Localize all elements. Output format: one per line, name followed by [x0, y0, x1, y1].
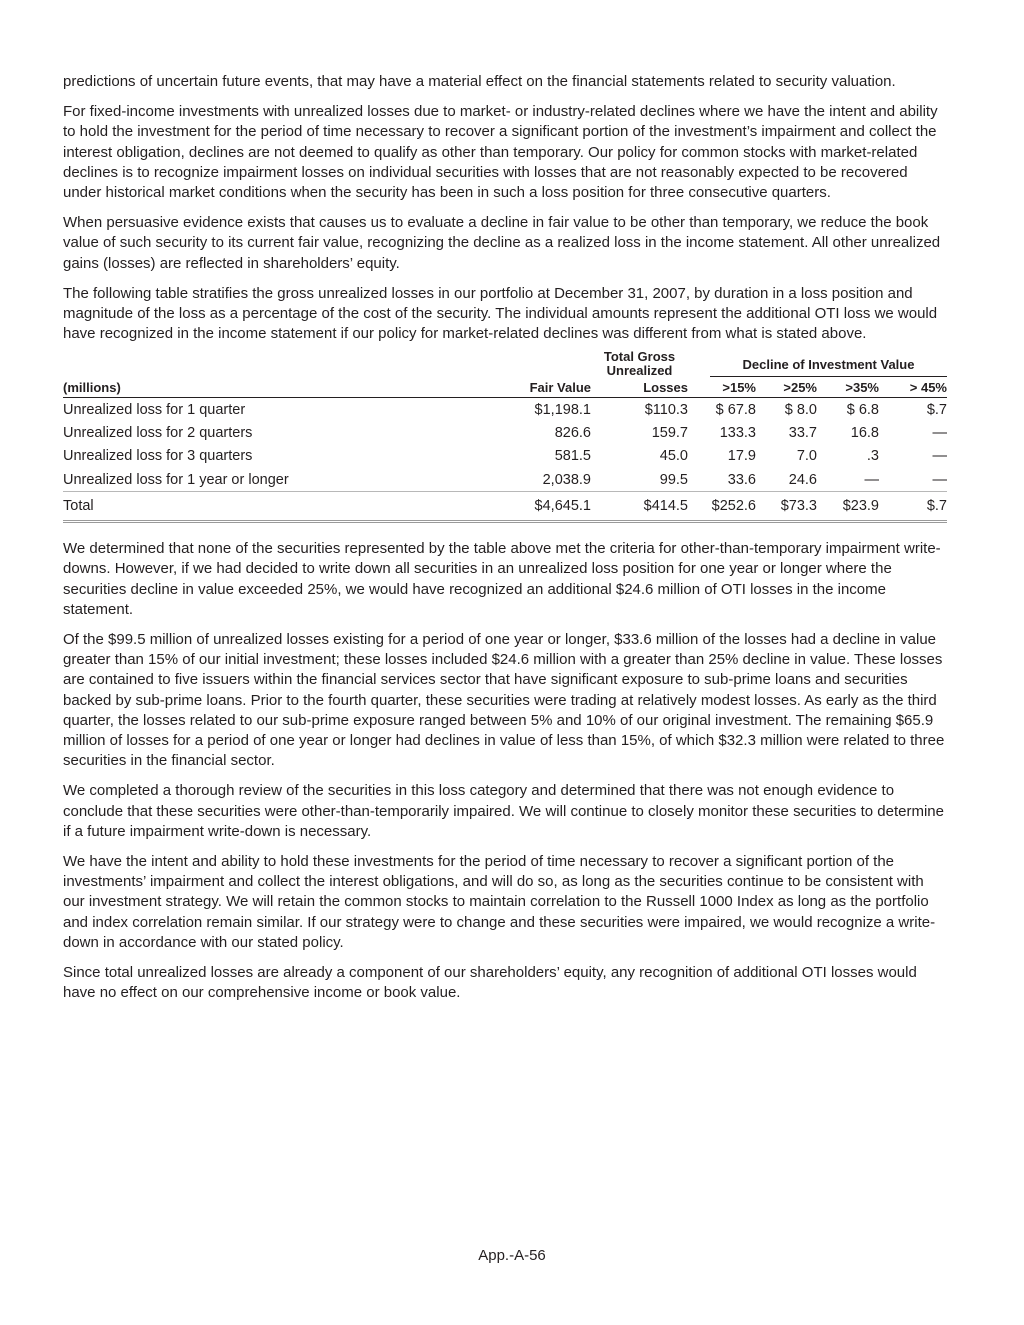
row-label: Unrealized loss for 1 year or longer: [63, 471, 289, 488]
header-total-gross-line2: Unrealized: [606, 363, 673, 379]
paragraph-persuasive-evidence: When persuasive evidence exists that causes us to evaluate a decline in fair value to be other than temporary, we reduce the book value of such security to its current fair value, recognizing the decline as a realized loss in the income statement. All other unrealized gains (losses) are reflected in shareholders’ equity.: [63, 214, 941, 272]
row-label: Unrealized loss for 1 quarter: [63, 402, 246, 419]
paragraph-one-year-losses: Of the $99.5 million of unrealized losses existing for a period of one year or longer, $33.6 million of the losses had a decline in value greater than 15% of our initial investment; these losses included $24.6 million with a greater than 25% decline in value. These losses are contained to five issuers within the financial services sector that have significant exposure to sub-prime loans and securities backed by sub-prime loans. Prior to the fourth quarter, these securities were trading at relatively modest losses. As early as the third quarter, the losses related to our sub-prime exposure ranged between 5% and 10% of our original investment. The remaining $65.9 million of losses for a period of one year or longer had declines in value of less than 15%, of which $32.3 million were related to three securities in the financial sector.: [63, 631, 945, 770]
cell-gt15: 17.9: [727, 448, 756, 465]
header-gt15: >15%: [688, 377, 756, 398]
total-fair-value: $4,645.1: [503, 492, 591, 522]
table-row: [63, 422, 947, 445]
header-total-gross: [591, 350, 688, 377]
cell-gt25: 33.7: [788, 425, 817, 442]
page-content: [63, 72, 947, 1013]
cell-gt15: $ 67.8: [715, 402, 756, 419]
paragraph-intent-ability: We have the intent and ability to hold these investments for the period of time necessary to recover a significant portion of the investments’ impairment and collect the interest obligations, and will do so, as long as the securities continue to be consistent with our investment strategy. We will retain the common stocks to maintain correlation to the Russell 1000 Index as long as the portfolio and index correlation remain similar. If our strategy were to change and these securities were impaired, we would recognize a write-down in accordance with our stated policy.: [63, 853, 936, 951]
total-losses: $414.5: [591, 492, 688, 522]
cell-fair-value: 581.5: [554, 448, 591, 465]
cell-gt15: 33.6: [727, 471, 756, 488]
paragraph-no-otti: We determined that none of the securities represented by the table above met the criteria for other-than-temporary impairment write-downs. However, if we had decided to write down all securities in an unrealized loss position for one year or longer where the securities decline in value exceeded 25%, we would have recognized an additional $24.6 million of OTI losses in the income statement.: [63, 540, 941, 618]
total-gt45: $.7: [879, 492, 947, 522]
paragraph-equity-component: Since total unrealized losses are already a component of our shareholders’ equity, any recognition of additional OTI losses would have no effect on our comprehensive income or book value.: [63, 964, 917, 1002]
header-gt25: >25%: [756, 377, 817, 398]
header-losses: Losses: [591, 377, 688, 398]
total-gt25: $73.3: [756, 492, 817, 522]
total-gt35: $23.9: [817, 492, 879, 522]
table-row: [63, 468, 947, 492]
paragraph-thorough-review: We completed a thorough review of the securities in this loss category and determined that there was not enough evidence to conclude that these securities were other-than-temporarily impaired. We will continue to closely monitor these securities to determine if a future impairment write-down is necessary.: [63, 782, 944, 840]
header-decline-group: Decline of Investment Value: [710, 358, 947, 377]
header-gt45: > 45%: [879, 377, 947, 398]
cell-gt35: .3: [866, 448, 879, 465]
cell-losses: $110.3: [644, 402, 688, 419]
unrealized-losses-table: [63, 350, 947, 523]
cell-fair-value: 2,038.9: [542, 471, 591, 488]
total-label: Total: [63, 492, 503, 522]
cell-fair-value: 826.6: [554, 425, 591, 442]
cell-losses: 45.0: [659, 448, 688, 465]
cell-losses: 159.7: [651, 425, 688, 442]
total-gt15: $252.6: [688, 492, 756, 522]
paragraph-continuation: predictions of uncertain future events, that may have a material effect on the financial statements related to security valuation.: [63, 73, 896, 90]
cell-gt25: 7.0: [796, 448, 817, 465]
cell-gt35: $ 6.8: [846, 402, 879, 419]
table-group-header-row: [63, 350, 947, 377]
cell-fair-value: $1,198.1: [534, 402, 591, 419]
cell-gt45: $.7: [926, 402, 947, 419]
table-total-row: [63, 492, 947, 522]
cell-gt45: —: [932, 425, 947, 442]
page-number: App.-A-56: [478, 1247, 546, 1264]
header-fair-value: Fair Value: [503, 377, 591, 398]
paragraph-fixed-income-policy: For fixed-income investments with unrealized losses due to market- or industry-related declines where we have the intent and ability to hold the investment for the period of time necessary to recover a significant portion of the investment’s impairment and collect the interest obligation, declines are not deemed to qualify as other than temporary. Our policy for common stocks with market-related declines is to recognize impairment losses on individual securities with losses that are not reasonably expected to be recovered under historical market conditions when the security has been in such a loss position for three consecutive quarters.: [63, 103, 938, 202]
table-column-header-row: [63, 377, 947, 398]
row-label: Unrealized loss for 3 quarters: [63, 448, 253, 465]
cell-losses: 99.5: [659, 471, 688, 488]
cell-gt25: 24.6: [788, 471, 817, 488]
header-total-gross-line1: Total Gross: [603, 349, 676, 365]
cell-gt45: —: [932, 448, 947, 465]
header-gt35: >35%: [817, 377, 879, 398]
row-label: Unrealized loss for 2 quarters: [63, 425, 253, 442]
cell-gt35: 16.8: [850, 425, 879, 442]
table-row: [63, 445, 947, 468]
header-millions: (millions): [63, 377, 503, 398]
paragraph-table-intro: The following table stratifies the gross unrealized losses in our portfolio at December 31, 2007, by duration in a loss position and magnitude of the loss as a percentage of the cost of the security. The individual amounts represent the additional OTI loss we would have recognized in the income statement if our policy for market-related declines was different from what is stated above.: [63, 284, 938, 343]
cell-gt15: 133.3: [719, 425, 756, 442]
cell-gt45: —: [932, 471, 947, 488]
table-row: [63, 398, 947, 422]
cell-gt35: —: [864, 471, 879, 488]
cell-gt25: $ 8.0: [784, 402, 817, 419]
